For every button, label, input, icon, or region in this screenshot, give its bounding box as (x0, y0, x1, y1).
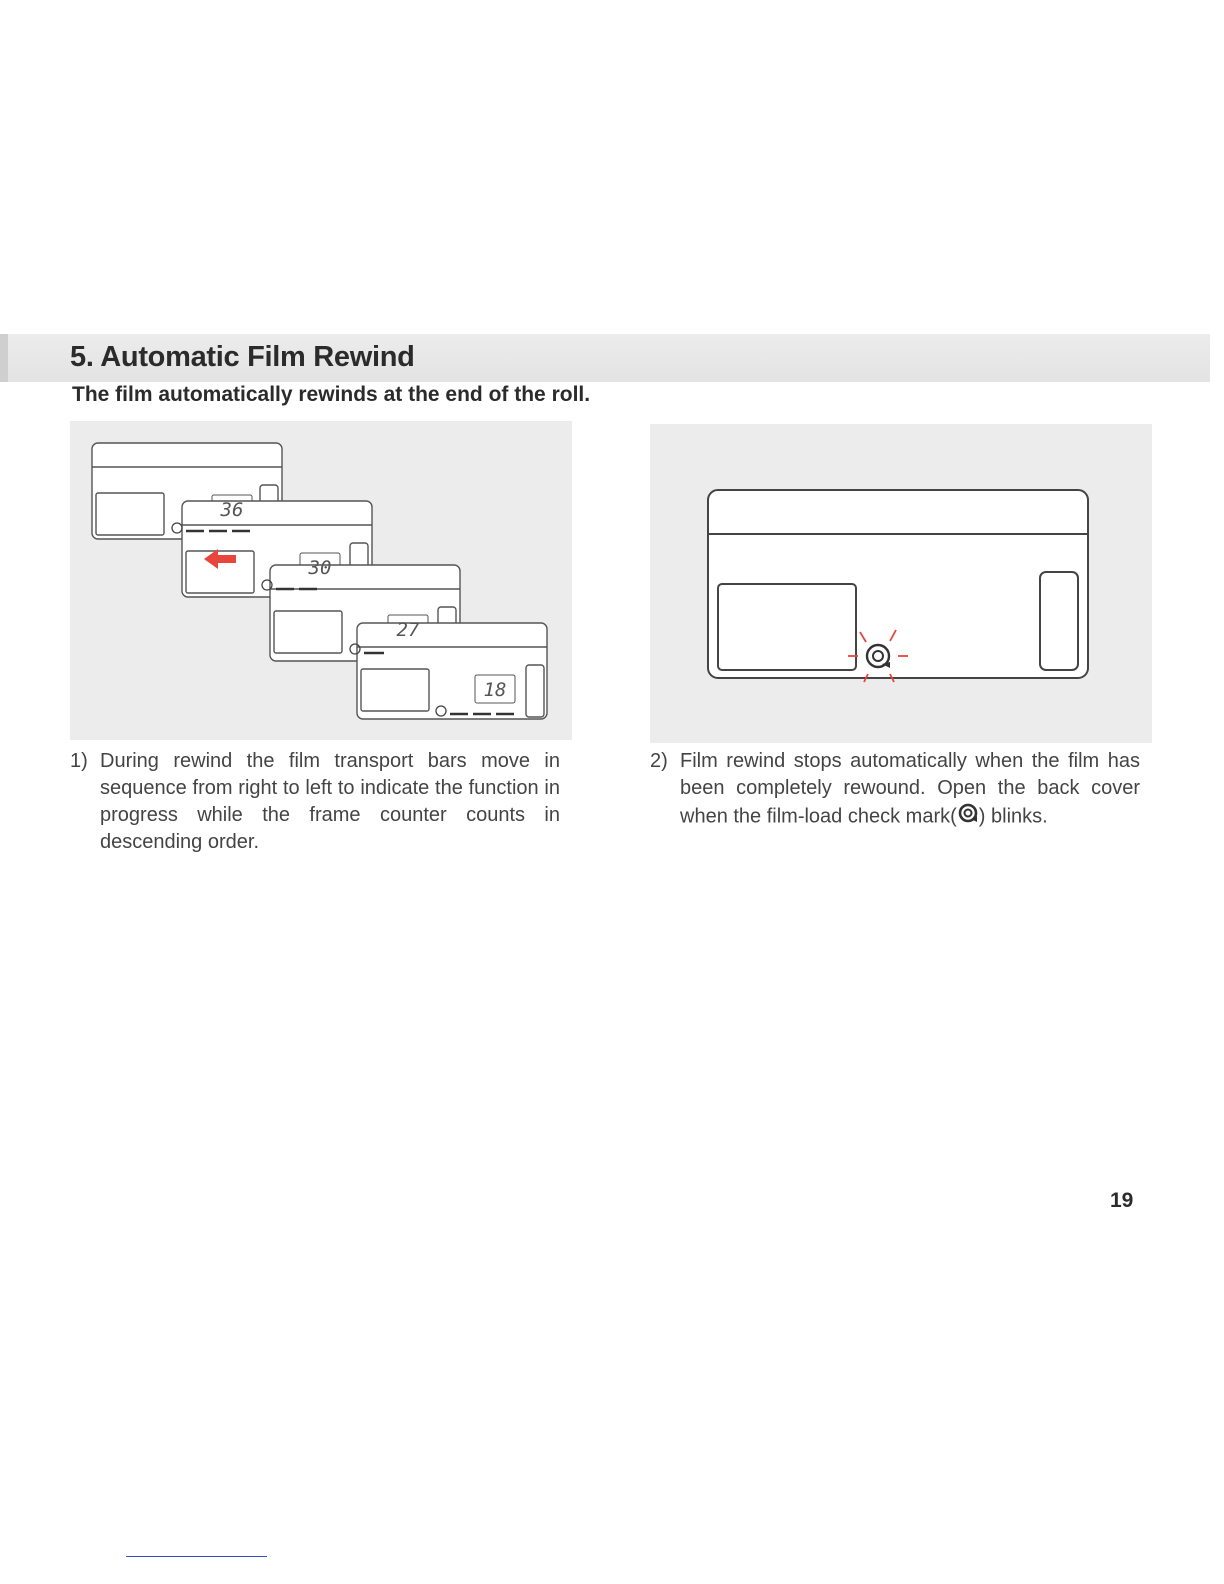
lcd-panel-large (708, 490, 1088, 678)
film-load-mark-icon (957, 802, 979, 832)
lcd-panel-4 (357, 623, 547, 719)
film-load-check-mark-icon (867, 645, 890, 668)
step-2-text (680, 748, 1140, 832)
step-1-caption (70, 748, 560, 856)
page-number: 19 (1110, 1189, 1134, 1212)
rewind-complete-figure (650, 424, 1152, 743)
section-subtitle: The film automatically rewinds at the end of the roll. (72, 383, 591, 406)
step-2-text-after: ) blinks. (978, 805, 1048, 828)
step-2-number: 2) (650, 750, 668, 772)
section-title: 5. Automatic Film Rewind (70, 341, 415, 373)
frame-counter-4: 18 (483, 679, 507, 701)
page-edge-mark (0, 334, 8, 382)
step-1-text: During rewind the film transport bars move in sequence from right to left to indicate the function in progress while the frame counter counts in descending order. (100, 750, 560, 853)
frame-counter-3: 27 (396, 619, 420, 641)
step-1-number: 1) (70, 750, 88, 772)
footer-rule (126, 1556, 267, 1557)
step-2-text-before: Film rewind stops automatically when the film has been completely rewound. Open the back cover when the film-load check mark( (680, 750, 1140, 828)
rewind-sequence-figure (70, 421, 572, 740)
step-2-caption (650, 748, 1140, 832)
frame-counter-1: 36 (220, 499, 244, 521)
frame-counter-2: 30 (308, 557, 332, 579)
